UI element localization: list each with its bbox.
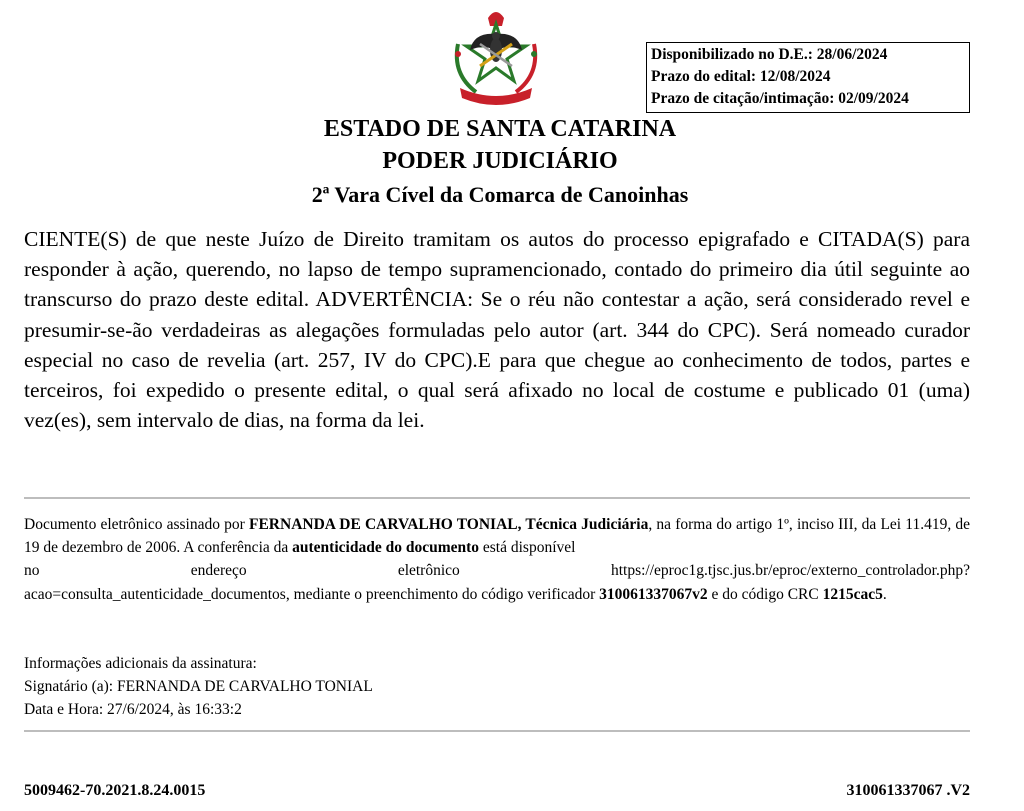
coat-of-arms-icon: [444, 4, 548, 108]
electronic-signature-notice: [24, 513, 970, 606]
document-code: 310061337067 .V2: [846, 782, 970, 799]
prazo-edital-date: Prazo do edital: 12/08/2024: [651, 68, 831, 85]
edital-body-text: CIENTE(S) de que neste Juízo de Direito tramitam os autos do processo epigrafado e CITADA(S) para responder à ação, querendo, no lapso de tempo supramencionado, contado do primeiro dia útil seguinte ao transcurso do prazo deste edital. ADVERTÊNCIA: Se o réu não contestar a ação, será considerado revel e presumir-se-ão verdadeiras as alegações formuladas pelo autor (art. 344 do CPC). Será nomeado curador especial no caso de revelia (art. 257, IV do CPC).E para que chegue ao conhecimento de todos, partes e terceiros, foi expedido o presente edital, o qual será afixado no local de costume e publicado 01 (uma) vez(es), sem intervalo de dias, na forma da lei.: [24, 227, 970, 433]
sig-text-6: .: [882, 585, 887, 603]
sig-last-lines: [24, 583, 970, 606]
publication-dates-box: [646, 42, 970, 113]
signer-name: FERNANDA DE CARVALHO TONIAL, Técnica Judiciária: [249, 516, 649, 533]
sig-text-5: e do código CRC: [707, 585, 823, 603]
verification-url-link[interactable]: https://eproc1g.tjsc.jus.br/eproc/externo_controlador.php?: [610, 562, 970, 580]
url-word-endereco: endereço: [190, 562, 247, 580]
court-title: 2ª Vara Cível da Comarca de Canoinhas: [311, 182, 689, 207]
url-word-no: no: [24, 562, 40, 580]
divider-top: [24, 497, 970, 499]
authenticity-label: autenticidade do documento: [292, 539, 480, 557]
divider-bottom: [24, 730, 970, 732]
url-line: [24, 559, 970, 582]
verification-url-continued[interactable]: acao=consulta_autenticidade_documentos: [24, 585, 286, 603]
sig-text-3: está disponível: [479, 539, 576, 557]
crc-code: 1215cac5: [822, 585, 883, 603]
signature-datetime: Data e Hora: 27/6/2024, às 16:33:2: [24, 701, 242, 719]
info-heading: Informações adicionais da assinatura:: [24, 655, 257, 672]
sig-text-2: , na forma do artigo 1º, inciso III, da Lei 11.419, de 19 de dezembro de 2006. A conferência da: [24, 516, 970, 557]
signature-info: [24, 652, 373, 722]
sig-text-4: , mediante o preenchimento do código verificador: [285, 585, 600, 603]
judiciary-title: PODER JUDICIÁRIO: [382, 148, 618, 174]
disponibilizado-date: Disponibilizado no D.E.: 28/06/2024: [651, 46, 888, 63]
url-word-eletronico: eletrônico: [397, 562, 460, 580]
state-title: ESTADO DE SANTA CATARINA: [323, 116, 677, 142]
sig-text-1: Documento eletrônico assinado por: [24, 516, 249, 533]
prazo-citacao-date: Prazo de citação/intimação: 02/09/2024: [651, 90, 909, 107]
process-number: 5009462-70.2021.8.24.0015: [24, 782, 206, 799]
verification-code: 310061337067v2: [599, 585, 708, 603]
signatario: Signatário (a): FERNANDA DE CARVALHO TONIAL: [24, 678, 373, 696]
